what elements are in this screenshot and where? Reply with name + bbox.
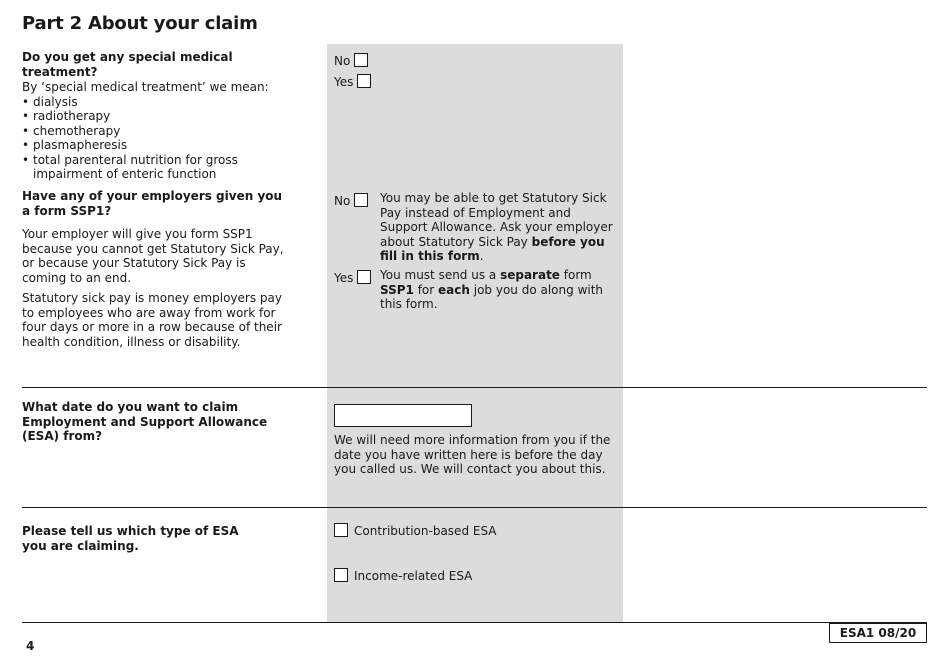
ssp1-yes-text: You must send us a separate form SSP1 for each job you do along with this form. (380, 268, 604, 311)
treatment-yes-checkbox[interactable] (357, 74, 371, 88)
treatment-intro: By ‘special medical treatment’ we mean: (22, 80, 269, 94)
income-related-label: Income-related ESA (354, 569, 473, 583)
ssp1-no-label: No (334, 194, 351, 208)
date-note: We will need more information from you if the date you have written here is before the day you called us. We will contact you about this. (334, 433, 611, 476)
ssp1-no-option[interactable] (334, 191, 614, 261)
ssp1-yes-checkbox[interactable] (357, 270, 371, 284)
section-divider (22, 507, 927, 508)
list-item: • radiotherapy (22, 109, 297, 124)
section-divider (22, 387, 927, 388)
ssp1-paragraph-2: Statutory sick pay is money employers pay to employees who are away from work for four days or more in a row because of their health condition, illness or disability. (22, 291, 282, 349)
treatment-no-label: No (334, 54, 351, 68)
treatment-yes-label: Yes (334, 75, 354, 89)
esa-type-question: Please tell us which type of ESA you are claiming. (22, 524, 239, 553)
date-question-block (22, 400, 292, 445)
footer-divider (22, 622, 927, 623)
treatment-yes-option[interactable] (334, 74, 371, 90)
form-code: ESA1 08/20 (829, 623, 927, 643)
claim-date-input[interactable] (334, 404, 472, 427)
esa-type-question-block (22, 524, 267, 554)
ssp1-question-block (22, 189, 287, 355)
ssp1-no-text: You may be able to get Statutory Sick Pay instead of Employment and Support Allowance. Ask your employer about Statutory Sick Pay before you fill in this form. (380, 191, 613, 263)
ssp1-yes-option[interactable] (334, 268, 614, 311)
contribution-based-option[interactable] (334, 523, 497, 539)
list-item: • chemotherapy (22, 124, 297, 139)
contribution-based-checkbox[interactable] (334, 523, 348, 537)
ssp1-yes-label: Yes (334, 271, 354, 285)
income-related-checkbox[interactable] (334, 568, 348, 582)
treatment-no-option[interactable] (334, 53, 368, 69)
treatment-question-block (22, 50, 297, 182)
ssp1-no-checkbox[interactable] (354, 193, 368, 207)
page-number: 4 (26, 639, 35, 653)
ssp1-paragraph-1: Your employer will give you form SSP1 because you cannot get Statutory Sick Pay, or because your Statutory Sick Pay is coming to an end. (22, 227, 284, 285)
list-item: • plasmapheresis (22, 138, 297, 153)
treatment-list (22, 95, 297, 182)
list-item: • total parenteral nutrition for gross impairment of enteric function (22, 153, 297, 182)
list-item: • dialysis (22, 95, 297, 110)
contribution-based-label: Contribution-based ESA (354, 524, 497, 538)
treatment-question: Do you get any special medical treatment? (22, 50, 233, 79)
income-related-option[interactable] (334, 568, 472, 584)
treatment-no-checkbox[interactable] (354, 53, 368, 67)
page-title: Part 2 About your claim (22, 13, 258, 34)
date-question: What date do you want to claim Employment and Support Allowance (ESA) from? (22, 400, 268, 443)
ssp1-question: Have any of your employers given you a form SSP1? (22, 189, 283, 218)
